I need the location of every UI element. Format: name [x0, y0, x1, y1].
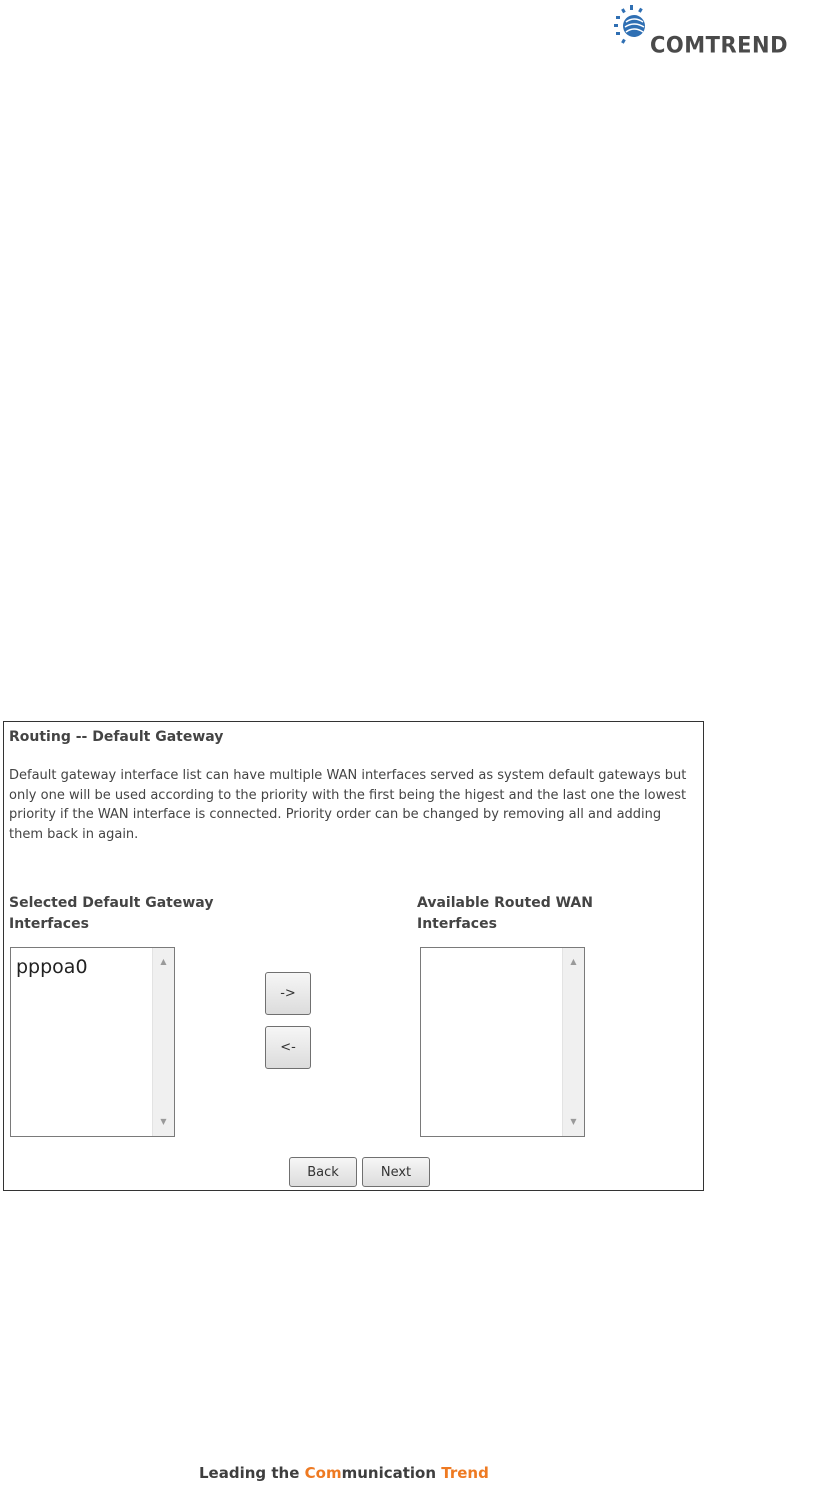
scroll-down-arrow-icon[interactable]: ▼	[160, 1117, 167, 1126]
default-gateway-panel	[3, 721, 704, 1191]
footer-slogan-part1: Leading the	[199, 1464, 305, 1482]
scroll-up-arrow-icon[interactable]: ▲	[570, 957, 577, 966]
selected-gateway-label	[9, 893, 213, 935]
footer-slogan-part3: munication	[341, 1464, 442, 1482]
available-wan-listbox[interactable]	[420, 947, 585, 1137]
footer-slogan-part2: Com	[304, 1464, 342, 1482]
selected-gateway-listbox[interactable]	[10, 947, 175, 1137]
next-button[interactable]: Next	[362, 1157, 430, 1187]
back-button[interactable]: Back	[289, 1157, 357, 1187]
list-item[interactable]: pppoa0	[16, 956, 88, 978]
scrollbar[interactable]	[562, 948, 584, 1136]
footer-slogan-part4: Trend	[441, 1464, 489, 1482]
footer-slogan	[199, 1464, 489, 1482]
available-wan-label	[417, 893, 593, 935]
comtrend-logo	[610, 0, 815, 70]
scroll-up-arrow-icon[interactable]: ▲	[160, 957, 167, 966]
page-title: Routing -- Default Gateway	[9, 729, 224, 745]
add-to-selected-button[interactable]: ->	[265, 972, 311, 1015]
comtrend-logo-text: COMTREND	[650, 32, 789, 58]
scrollbar[interactable]	[152, 948, 174, 1136]
remove-from-selected-button[interactable]: <-	[265, 1026, 311, 1069]
selected-gateway-items	[11, 948, 152, 1136]
comtrend-logo-mark-icon	[610, 2, 650, 48]
available-wan-items	[421, 948, 562, 1136]
selected-gateway-label-line1: Selected Default Gateway	[9, 895, 214, 911]
selected-gateway-label-line2: Interfaces	[9, 916, 89, 932]
scroll-down-arrow-icon[interactable]: ▼	[570, 1117, 577, 1126]
description-text: Default gateway interface list can have multiple WAN interfaces served as system default gateways but only one will be used according to the priority with the first being the higest and the last one the lowest priority if the WAN interface is connected. Priority order can be changed by removing all and adding them back in again.	[9, 768, 687, 842]
available-wan-label-line2: Interfaces	[417, 916, 497, 932]
available-wan-label-line1: Available Routed WAN	[417, 895, 593, 911]
